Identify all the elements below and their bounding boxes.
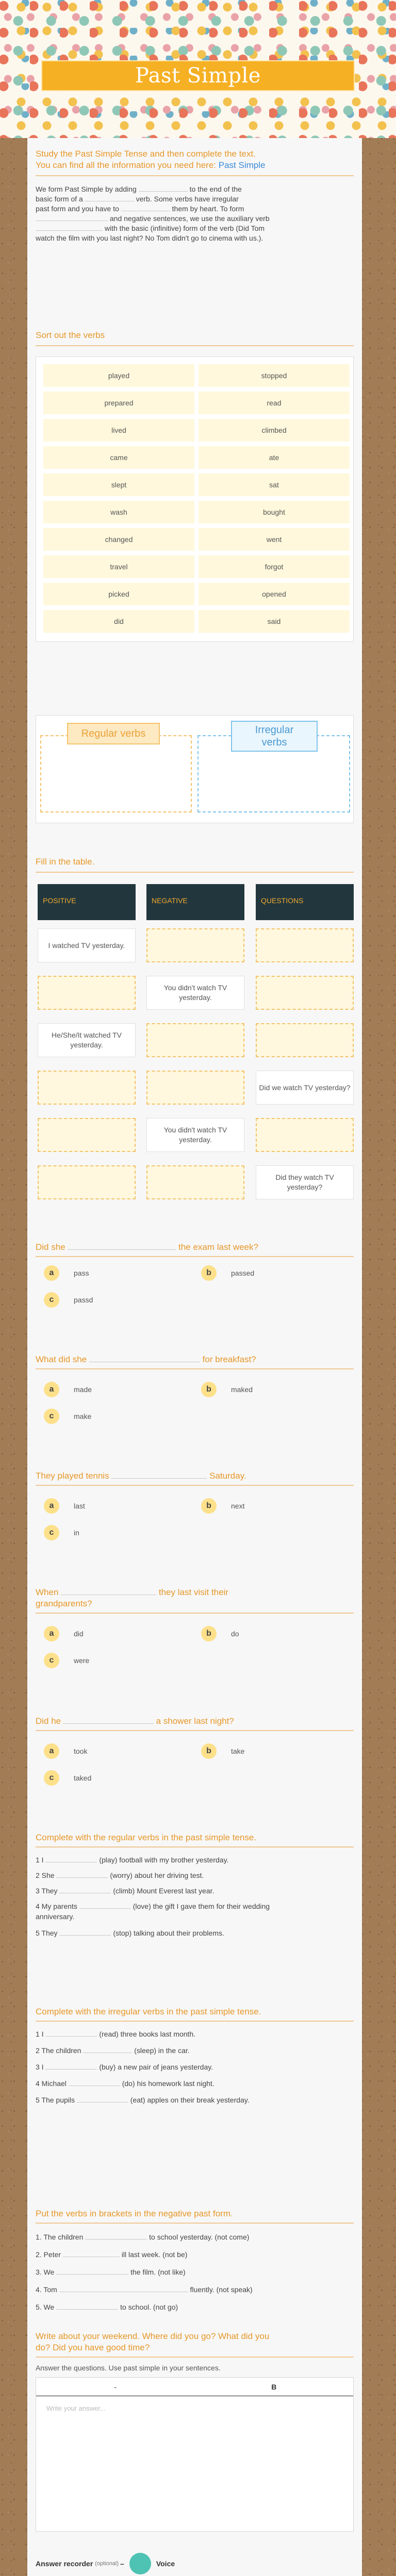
divider xyxy=(36,1730,354,1731)
verb-tile[interactable]: went xyxy=(197,527,351,552)
question-3: They played tennis Saturday. xyxy=(36,1471,246,1481)
answer-textarea[interactable]: Write your answer... xyxy=(46,2404,106,2412)
option-c[interactable]: c in xyxy=(44,1525,79,1540)
title-bar xyxy=(41,60,355,91)
option-a[interactable]: a pass xyxy=(44,1265,89,1281)
exercise-line: 2 She (worry) about her driving test. xyxy=(36,1871,204,1879)
divider xyxy=(36,2357,354,2358)
question-4: When they last visit their grandparents? xyxy=(36,1587,228,1608)
header-negative: NEGATIVE xyxy=(146,884,244,920)
blank-input[interactable] xyxy=(63,2251,120,2257)
regular-verbs-label: Regular verbs xyxy=(67,723,160,744)
question-2: What did she for breakfast? xyxy=(36,1354,256,1364)
table-drop-cell[interactable] xyxy=(146,928,244,962)
blank-input[interactable] xyxy=(59,2286,188,2292)
verb-tile[interactable]: climbed xyxy=(197,418,351,443)
table-cell: You didn't watch TV yesterday. xyxy=(146,976,244,1010)
option-b[interactable]: b passed xyxy=(201,1265,254,1281)
heading-tool[interactable]: - xyxy=(114,2382,117,2391)
verb-tile[interactable]: wash xyxy=(42,500,195,524)
blank-input[interactable] xyxy=(83,2047,132,2053)
exercise-line: 3. We the film. (not like) xyxy=(36,2268,186,2276)
table-drop-cell[interactable] xyxy=(256,1023,354,1057)
exercise-line: 4 My parents (love) the gift I gave them for their wedding anniversary. xyxy=(36,1902,270,1921)
option-a[interactable]: a took xyxy=(44,1743,87,1759)
irregular-exercise-title: Complete with the irregular verbs in the past simple tense. xyxy=(36,2007,261,2016)
editor-toolbar xyxy=(36,2378,353,2396)
exercise-line: 3 They (climb) Mount Everest last year. xyxy=(36,1887,214,1895)
blank-input[interactable] xyxy=(56,2268,128,2275)
intro-text: We form Past Simple by adding to the end of the basic form of a verb. Some verbs have irregular past form and you have to them by heart. To form and negative sentences, we use the auxiliary verb with the basic (infinitive) form of the verb (Did Tom watch the film with you last night? No Tom didn't go to cinema with us.). xyxy=(36,185,270,242)
verb-tile[interactable]: lived xyxy=(42,418,195,443)
blank-input[interactable] xyxy=(56,2303,118,2310)
option-a[interactable]: a did xyxy=(44,1626,84,1641)
table-drop-cell[interactable] xyxy=(38,1071,136,1105)
exercise-line: 4 Michael (do) his homework last night. xyxy=(36,2079,214,2088)
exercise-line: 5. We to school. (not go) xyxy=(36,2303,178,2311)
sorting-area xyxy=(36,715,354,823)
worksheet xyxy=(27,138,362,2576)
exercise-line: 5 The pupils (eat) apples on their break yesterday. xyxy=(36,2096,250,2104)
blank-input[interactable] xyxy=(59,1887,111,1893)
option-a[interactable]: a last xyxy=(44,1498,85,1514)
option-b[interactable]: b take xyxy=(201,1743,244,1759)
exercise-line: 5 They (stop) talking about their problems. xyxy=(36,1929,224,1937)
regular-exercise-title: Complete with the regular verbs in the past simple tense. xyxy=(36,1833,257,1842)
table-cell: Did they watch TV yesterday? xyxy=(256,1165,354,1199)
divider xyxy=(36,1368,354,1369)
verb-tile[interactable]: ate xyxy=(197,445,351,470)
verb-tile[interactable]: bought xyxy=(197,500,351,524)
option-c[interactable]: c passd xyxy=(44,1292,93,1308)
blank-input[interactable] xyxy=(59,1929,111,1936)
divider xyxy=(36,1256,354,1257)
verb-tile[interactable]: said xyxy=(197,609,351,634)
divider xyxy=(36,1846,354,1848)
writing-title: Write about your weekend. Where did you go? What did you do? Did you have good time? xyxy=(36,2331,270,2352)
blank-input[interactable] xyxy=(85,2233,147,2240)
divider xyxy=(36,2223,354,2224)
blank-input[interactable] xyxy=(77,2096,128,2103)
table-drop-cell[interactable] xyxy=(146,1165,244,1199)
verb-tile[interactable]: prepared xyxy=(42,391,195,415)
regular-drop-zone[interactable] xyxy=(40,735,192,812)
answer-editor xyxy=(36,2377,354,2532)
question-5: Did he a shower last night? xyxy=(36,1716,234,1726)
exercise-line: 1. The children to school yesterday. (not come) xyxy=(36,2233,250,2241)
verb-tile[interactable]: stopped xyxy=(197,363,351,388)
table-cell: I watched TV yesterday. xyxy=(38,928,136,962)
table-drop-cell[interactable] xyxy=(256,928,354,962)
verb-tile[interactable]: travel xyxy=(42,554,195,579)
option-c[interactable]: c were xyxy=(44,1653,89,1668)
divider xyxy=(36,1485,354,1486)
verb-tile[interactable]: opened xyxy=(197,582,351,606)
past-simple-link[interactable]: Past Simple xyxy=(218,160,266,170)
exercise-line: 2. Peter ill last week. (not be) xyxy=(36,2250,188,2259)
verb-tile[interactable]: slept xyxy=(42,472,195,497)
table-drop-cell[interactable] xyxy=(38,976,136,1010)
option-b[interactable]: b maked xyxy=(201,1382,253,1397)
verb-bank xyxy=(36,357,354,642)
blank-input[interactable] xyxy=(139,185,188,192)
blank-input[interactable] xyxy=(36,215,108,221)
writing-instruction: Answer the questions. Use past simple in your sentences. xyxy=(36,2364,221,2372)
header-questions: QUESTIONS xyxy=(256,884,354,920)
divider xyxy=(36,175,354,176)
record-button[interactable] xyxy=(129,2553,151,2574)
verb-tile[interactable]: did xyxy=(42,609,195,634)
blank-input[interactable] xyxy=(36,225,103,231)
blank-input[interactable] xyxy=(69,2080,120,2086)
header-banner xyxy=(0,0,396,138)
verb-tile[interactable]: changed xyxy=(42,527,195,552)
page-title: Past Simple xyxy=(135,64,261,88)
table-cell: You didn't watch TV yesterday. xyxy=(146,1118,244,1152)
table-drop-cell[interactable] xyxy=(38,1118,136,1152)
divider xyxy=(36,2021,354,2022)
divider xyxy=(36,1613,354,1614)
option-c[interactable]: c make xyxy=(44,1409,91,1424)
table-cell: Did we watch TV yesterday? xyxy=(256,1071,354,1105)
option-a[interactable]: a made xyxy=(44,1382,92,1397)
verb-tile[interactable]: forgot xyxy=(197,554,351,579)
exercise-line: 2 The children (sleep) in the car. xyxy=(36,2046,190,2055)
question-1: Did she the exam last week? xyxy=(36,1242,259,1252)
sort-title: Sort out the verbs xyxy=(36,330,105,340)
option-b[interactable]: b next xyxy=(201,1498,244,1514)
blank-input[interactable] xyxy=(79,1903,131,1909)
exercise-line: 1 I (read) three books last month. xyxy=(36,2030,196,2038)
intro-heading: Study the Past Simple Tense and then complete the text. You can find all the information you need here: Past Simple xyxy=(36,149,266,170)
exercise-line: 4. Tom fluently. (not speak) xyxy=(36,2285,253,2294)
blank-input[interactable] xyxy=(56,1872,108,1878)
table-drop-cell[interactable] xyxy=(256,976,354,1010)
divider xyxy=(36,872,354,873)
divider xyxy=(36,345,354,346)
table-drop-cell[interactable] xyxy=(38,1165,136,1199)
blank-input[interactable] xyxy=(85,195,134,201)
exercise-line: 3 I (buy) a new pair of jeans yesterday. xyxy=(36,2063,213,2071)
exercise-line: 1 I (play) football with my brother yesterday. xyxy=(36,1856,229,1864)
voice-label: Voice xyxy=(156,2560,175,2568)
bold-tool[interactable]: B xyxy=(271,2382,277,2391)
blank-input[interactable] xyxy=(45,2030,97,2037)
table-drop-cell[interactable] xyxy=(146,1023,244,1057)
verb-tile[interactable]: picked xyxy=(42,582,195,606)
option-c[interactable]: c taked xyxy=(44,1770,91,1786)
answer-recorder: Answer recorder (optional) – Voice xyxy=(36,2553,175,2574)
negative-exercise-title: Put the verbs in brackets in the negative past form. xyxy=(36,2209,233,2218)
table-drop-cell[interactable] xyxy=(256,1118,354,1152)
verb-tile[interactable]: read xyxy=(197,391,351,415)
header-positive: POSITIVE xyxy=(38,884,136,920)
table-title: Fill in the table. xyxy=(36,857,95,867)
blank-input[interactable] xyxy=(45,1856,97,1862)
option-b[interactable]: b do xyxy=(201,1626,239,1641)
blank-input[interactable] xyxy=(45,2063,97,2070)
verb-tile[interactable]: played xyxy=(42,363,195,388)
verb-tile[interactable]: came xyxy=(42,445,195,470)
irregular-verbs-label: Irregular verbs xyxy=(231,721,318,752)
verb-tile[interactable]: sat xyxy=(197,472,351,497)
table-drop-cell[interactable] xyxy=(146,1071,244,1105)
table-cell: He/She/It watched TV yesterday. xyxy=(38,1023,136,1057)
blank-input[interactable] xyxy=(121,205,170,211)
